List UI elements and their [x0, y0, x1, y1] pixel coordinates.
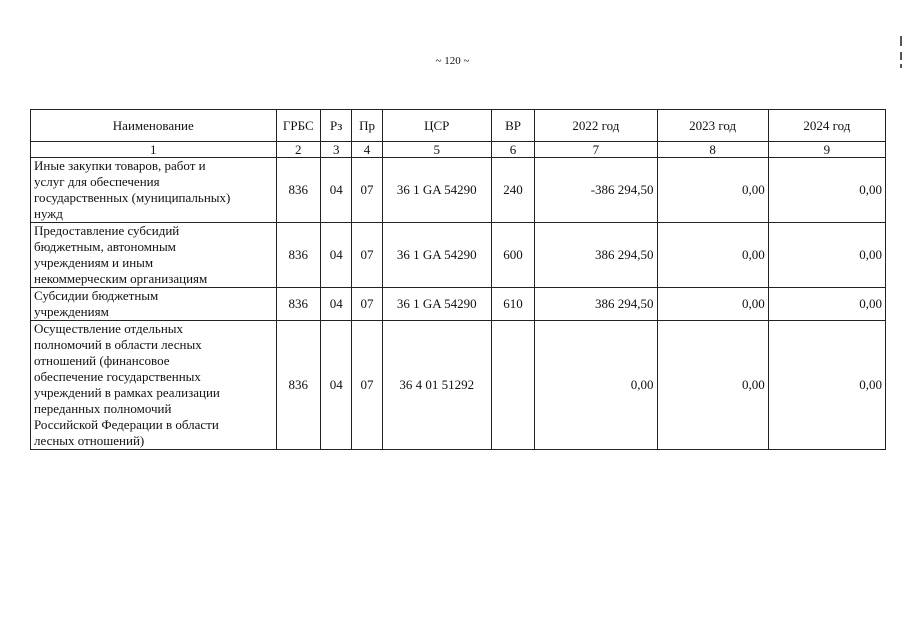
- column-number: 5: [382, 142, 491, 158]
- column-header-vr: ВР: [491, 110, 534, 142]
- vr-cell: 610: [491, 288, 534, 321]
- amount-2023-cell: 0,00: [657, 288, 768, 321]
- amount-2022-cell: 0,00: [535, 321, 657, 450]
- column-number: 9: [768, 142, 885, 158]
- vr-cell: [491, 321, 534, 450]
- csr-cell: 36 4 01 51292: [382, 321, 491, 450]
- pr-cell: 07: [352, 288, 382, 321]
- rz-cell: 04: [321, 223, 352, 288]
- grbs-cell: 836: [276, 223, 320, 288]
- csr-cell: 36 1 GA 54290: [382, 158, 491, 223]
- column-number: 4: [352, 142, 382, 158]
- grbs-cell: 836: [276, 288, 320, 321]
- amount-2022-cell: 386 294,50: [535, 223, 657, 288]
- column-number: 8: [657, 142, 768, 158]
- table-header-row: [31, 110, 886, 142]
- pr-cell: 07: [352, 321, 382, 450]
- amount-2024-cell: 0,00: [768, 321, 885, 450]
- column-header-name: Наименование: [31, 110, 277, 142]
- scan-artifact-mark: [900, 36, 902, 46]
- table-row: [31, 223, 886, 288]
- column-number: 2: [276, 142, 320, 158]
- rz-cell: 04: [321, 158, 352, 223]
- csr-cell: 36 1 GA 54290: [382, 288, 491, 321]
- rz-cell: 04: [321, 321, 352, 450]
- amount-2022-cell: 386 294,50: [535, 288, 657, 321]
- row-name-cell: Предоставление субсидий бюджетным, автономным учреждениям и иным некоммерческим организациям: [31, 223, 277, 288]
- amount-2023-cell: 0,00: [657, 223, 768, 288]
- column-header-2023: 2023 год: [657, 110, 768, 142]
- column-number: 6: [491, 142, 534, 158]
- table-row: [31, 321, 886, 450]
- grbs-cell: 836: [276, 321, 320, 450]
- column-header-2022: 2022 год: [535, 110, 657, 142]
- column-number: 7: [535, 142, 657, 158]
- column-number: 3: [321, 142, 352, 158]
- amount-2022-cell: -386 294,50: [535, 158, 657, 223]
- vr-cell: 240: [491, 158, 534, 223]
- rz-cell: 04: [321, 288, 352, 321]
- amount-2024-cell: 0,00: [768, 158, 885, 223]
- row-name-cell: Иные закупки товаров, работ и услуг для обеспечения государственных (муниципальных) нужд: [31, 158, 277, 223]
- column-number: 1: [31, 142, 277, 158]
- amount-2023-cell: 0,00: [657, 321, 768, 450]
- grbs-cell: 836: [276, 158, 320, 223]
- column-header-csr: ЦСР: [382, 110, 491, 142]
- scan-artifact-mark: [900, 64, 902, 68]
- column-header-grbs: ГРБС: [276, 110, 320, 142]
- row-name-cell: Субсидии бюджетным учреждениям: [31, 288, 277, 321]
- amount-2024-cell: 0,00: [768, 288, 885, 321]
- budget-table: [30, 109, 886, 450]
- vr-cell: 600: [491, 223, 534, 288]
- column-number-row: [31, 142, 886, 158]
- amount-2023-cell: 0,00: [657, 158, 768, 223]
- column-header-2024: 2024 год: [768, 110, 885, 142]
- column-header-pr: Пр: [352, 110, 382, 142]
- csr-cell: 36 1 GA 54290: [382, 223, 491, 288]
- row-name-cell: Осуществление отдельных полномочий в области лесных отношений (финансовое обеспечение государственных учреждений в рамках реализации переданных полномочий Российской Федерации в области лесных отношений): [31, 321, 277, 450]
- page-number: ~ 120 ~: [435, 55, 470, 67]
- table-row: [31, 288, 886, 321]
- table-row: [31, 158, 886, 223]
- pr-cell: 07: [352, 223, 382, 288]
- column-header-rz: Рз: [321, 110, 352, 142]
- amount-2024-cell: 0,00: [768, 223, 885, 288]
- pr-cell: 07: [352, 158, 382, 223]
- scan-artifact-mark: [900, 52, 902, 60]
